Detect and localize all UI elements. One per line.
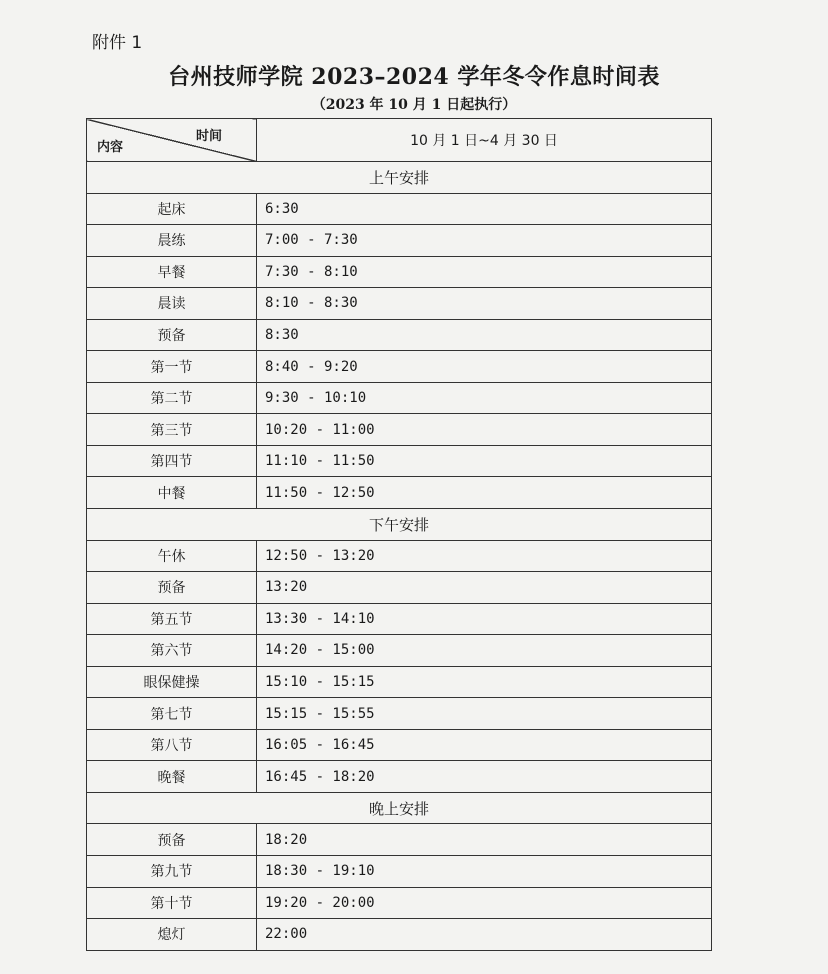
activity-cell: 预备 [87, 824, 257, 856]
table-row [87, 225, 712, 257]
date-range: 10 月 1 日~4 月 30 日 [257, 119, 712, 162]
time-cell: 14:20 - 15:00 [257, 635, 712, 667]
section-title: 上午安排 [87, 162, 712, 194]
time-cell: 15:10 - 15:15 [257, 666, 712, 698]
table-row [87, 288, 712, 320]
table-row [87, 193, 712, 225]
document-subtitle: （2023 年 10 月 1 日起执行） [311, 97, 517, 113]
table-row [87, 477, 712, 509]
time-cell: 6:30 [257, 193, 712, 225]
table-row [87, 887, 712, 919]
time-cell: 11:50 - 12:50 [257, 477, 712, 509]
time-cell: 16:45 - 18:20 [257, 761, 712, 793]
table-row [87, 919, 712, 951]
activity-cell: 中餐 [87, 477, 257, 509]
time-cell: 7:30 - 8:10 [257, 256, 712, 288]
activity-cell: 第七节 [87, 698, 257, 730]
time-cell: 8:40 - 9:20 [257, 351, 712, 383]
section-title: 下午安排 [87, 509, 712, 541]
table-row [87, 540, 712, 572]
table-row [87, 414, 712, 446]
time-cell: 18:30 - 19:10 [257, 856, 712, 888]
schedule-table [86, 118, 712, 951]
time-cell: 18:20 [257, 824, 712, 856]
time-cell: 10:20 - 11:00 [257, 414, 712, 446]
document-title: 台州技师学院 2023–2024 学年冬令作息时间表 [168, 64, 660, 90]
activity-cell: 第九节 [87, 856, 257, 888]
section-row [87, 792, 712, 824]
time-cell: 16:05 - 16:45 [257, 729, 712, 761]
activity-cell: 眼保健操 [87, 666, 257, 698]
activity-cell: 起床 [87, 193, 257, 225]
activity-cell: 预备 [87, 319, 257, 351]
table-row [87, 256, 712, 288]
table-row [87, 445, 712, 477]
time-cell: 15:15 - 15:55 [257, 698, 712, 730]
time-label: 时间 [195, 129, 222, 144]
activity-cell: 晚餐 [87, 761, 257, 793]
activity-cell: 第十节 [87, 887, 257, 919]
activity-cell: 第一节 [87, 351, 257, 383]
table-row [87, 351, 712, 383]
activity-cell: 第五节 [87, 603, 257, 635]
time-cell: 13:20 [257, 572, 712, 604]
activity-cell: 预备 [87, 572, 257, 604]
table-row [87, 856, 712, 888]
activity-cell: 晨练 [87, 225, 257, 257]
table-row [87, 824, 712, 856]
diagonal-header-cell [87, 119, 257, 162]
table-row [87, 729, 712, 761]
time-cell: 8:10 - 8:30 [257, 288, 712, 320]
activity-cell: 第三节 [87, 414, 257, 446]
activity-cell: 第四节 [87, 445, 257, 477]
activity-cell: 早餐 [87, 256, 257, 288]
table-row [87, 603, 712, 635]
table-row [87, 761, 712, 793]
time-cell: 19:20 - 20:00 [257, 887, 712, 919]
content-label: 内容 [97, 140, 124, 155]
section-title: 晚上安排 [87, 792, 712, 824]
table-row [87, 319, 712, 351]
table-row [87, 635, 712, 667]
time-cell: 8:30 [257, 319, 712, 351]
table-row [87, 572, 712, 604]
activity-cell: 第八节 [87, 729, 257, 761]
table-header-row [87, 119, 712, 162]
table-row [87, 698, 712, 730]
table-row [87, 666, 712, 698]
activity-cell: 午休 [87, 540, 257, 572]
time-cell: 7:00 - 7:30 [257, 225, 712, 257]
time-cell: 22:00 [257, 919, 712, 951]
section-row [87, 162, 712, 194]
time-cell: 12:50 - 13:20 [257, 540, 712, 572]
time-cell: 13:30 - 14:10 [257, 603, 712, 635]
time-cell: 11:10 - 11:50 [257, 445, 712, 477]
time-cell: 9:30 - 10:10 [257, 382, 712, 414]
activity-cell: 第六节 [87, 635, 257, 667]
activity-cell: 第二节 [87, 382, 257, 414]
section-row [87, 509, 712, 541]
table-row [87, 382, 712, 414]
activity-cell: 晨读 [87, 288, 257, 320]
attachment-label: 附件 1 [92, 33, 143, 53]
activity-cell: 熄灯 [87, 919, 257, 951]
